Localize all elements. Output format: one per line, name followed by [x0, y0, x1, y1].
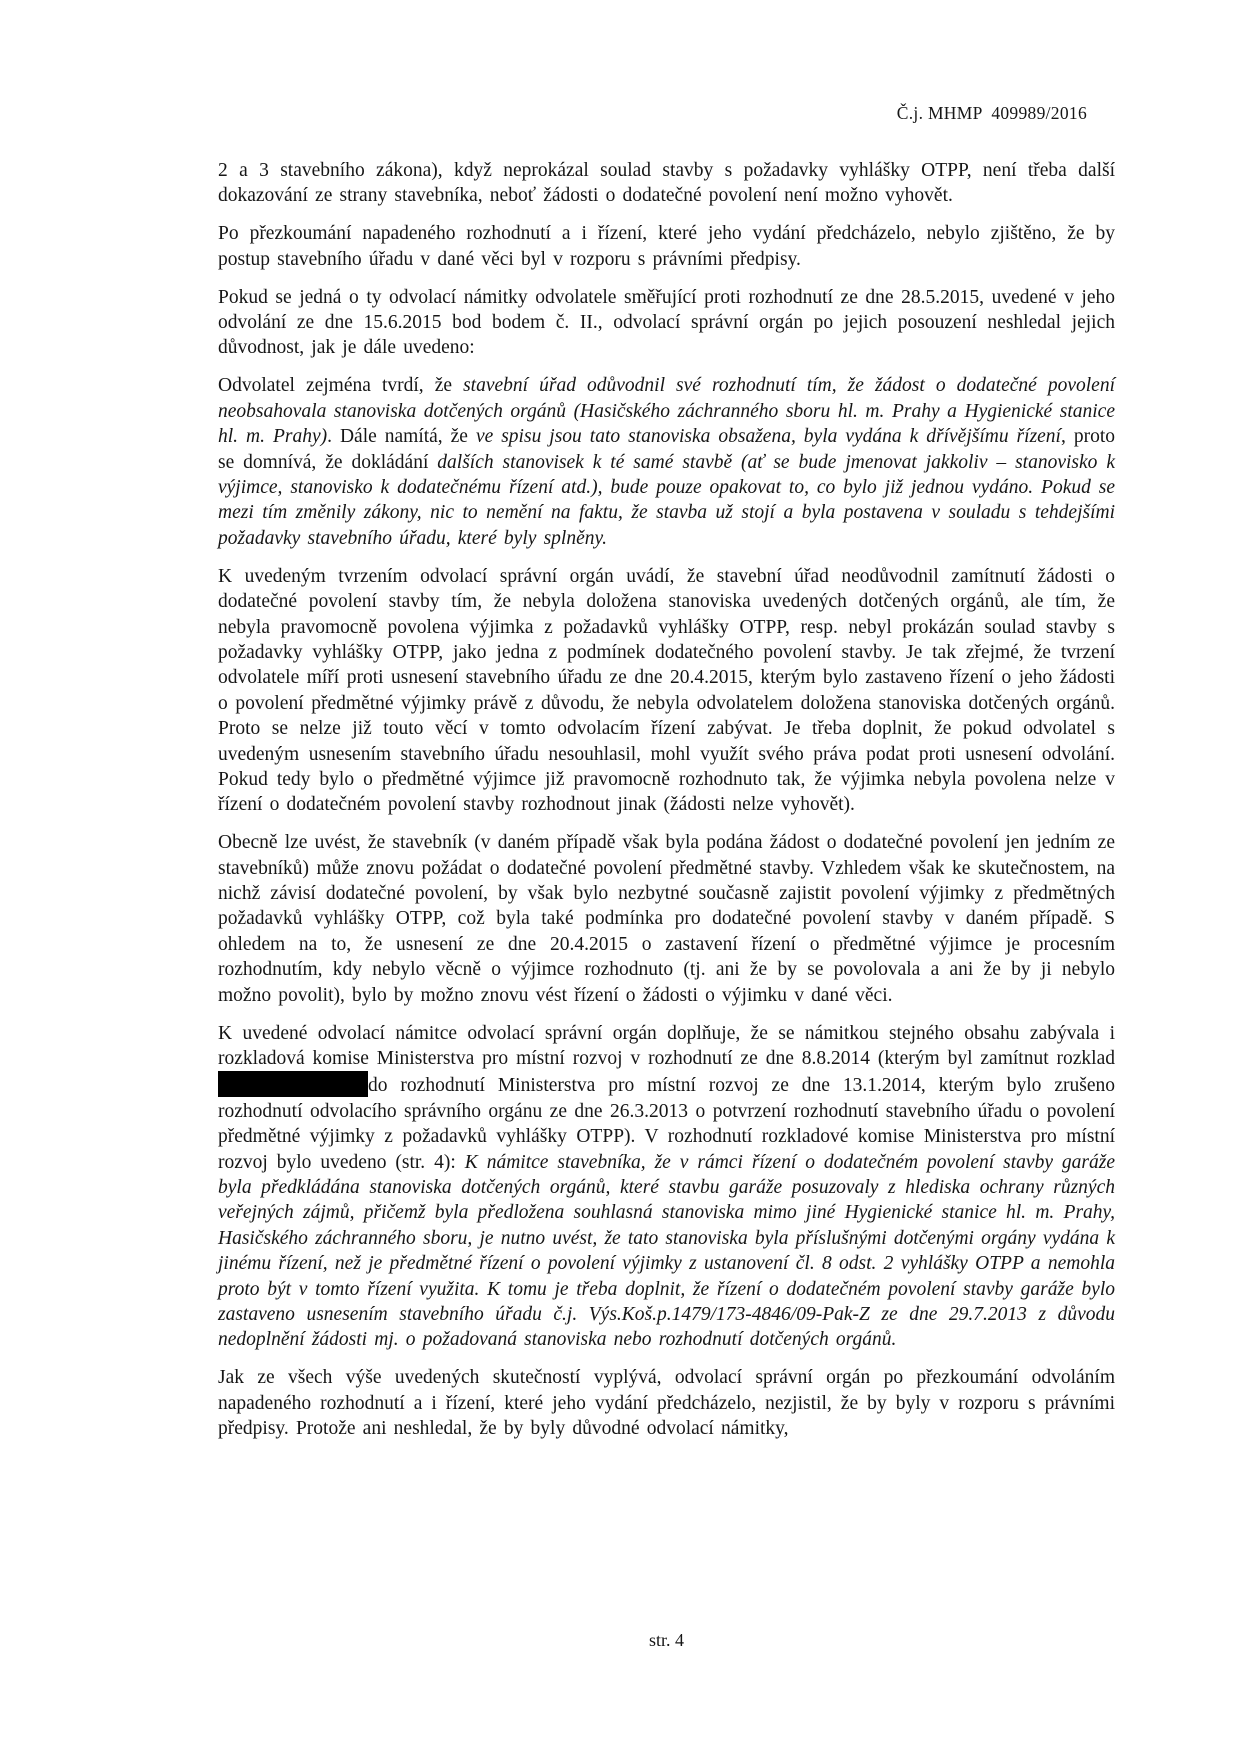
- text-run: K uvedeným tvrzením odvolací správní orgán uvádí, že stavební úřad neodůvodnil zamítnutí žádosti o dodatečné povolení stavby tím, že nebyla doložena stanoviska uvedených dotčených orgánů, ale tím, že nebyla pravomocně povolena výjimka z požadavků vyhlášky OTPP, resp. nebyl prokázán soulad stavby s požadavky vyhlášky OTPP, jako jedna z podmínek dodatečného povolení stavby. Je tak zřejmé, že tvrzení odvolatele míří proti usnesení stavebního úřadu ze dne 20.4.2015, kterým bylo zastaveno řízení o jeho žádosti o povolení předmětné výjimky právě z důvodu, že nebyla odvolatelem doložena stanoviska dotčených orgánů. Proto se nelze již touto věcí v tomto odvolacím řízení zabývat. Je třeba doplnit, že pokud odvolatel s uvedeným usnesením stavebního úřadu nesouhlasil, mohl využít svého práva podat proti usnesení odvolání. Pokud tedy bylo o předmětné výjimce již pravomocně rozhodnuto tak, že výjimka nebyla povolena nelze v řízení o dodatečném povolení stavby rozhodnout jinak (žádosti nelze vyhovět).: [218, 565, 1115, 816]
- text-run: Pokud se jedná o ty odvolací námitky odvolatele směřující proti rozhodnutí ze dne 28.5.2015, uvedené v jeho odvolání ze dne 15.6.2015 bod bodem č. II., odvolací správní orgán po jejich posouzení neshledal jejich důvodnost, jak je dále uvedeno:: [218, 286, 1115, 359]
- text-run: 2 a 3 stavebního zákona), když neprokázal soulad stavby s požadavky vyhlášky OTPP, není třeba další dokazování ze strany stavebníka, neboť žádosti o dodatečné povolení není možno vyhovět.: [218, 160, 1115, 207]
- text-run-italic: K námitce stavebníka, že v rámci řízení o dodatečném povolení stavby garáže byla předkládána stanoviska dotčených orgánů, které stavbu garáže posuzovaly z hlediska ochrany různých veřejných zájmů, přičemž byla předložena souhlasná stanoviska mimo jiné Hygienické stanice hl. m. Prahy, Hasičského záchranného sboru, je nutno uvést, že tato stanoviska byla příslušnými dotčenými orgány vydána k jinému řízení, než je předmětné řízení o povolení výjimky z ustanovení čl. 8 odst. 2 vyhlášky OTPP a nemohla proto být v tomto řízení využita. K tomu je třeba doplnit, že řízení o dodatečném povolení stavby garáže bylo zastaveno usnesením stavebního úřadu č.j. Výs.Koš.p.1479/173-4846/09-Pak-Z ze dne 29.7.2013 z důvodu nedoplnění žádosti mj. o požadovaná stanoviska nebo rozhodnutí dotčených orgánů.: [218, 1151, 1116, 1351]
- text-run: K uvedené odvolací námitce odvolací správní orgán doplňuje, že se námitkou stejného obsahu zabývala i rozkladová komise Ministerstva pro místní rozvoj v rozhodnutí ze dne 8.8.2014 (kterým byl zamítnut rozklad: [218, 1022, 1115, 1069]
- document-reference-number: Č.j. MHMP 409989/2016: [896, 103, 1087, 123]
- redaction-box: [218, 1071, 368, 1097]
- text-run: , proto se domnívá, že dokládání: [218, 426, 1115, 473]
- text-run: Obecně lze uvést, že stavebník (v daném případě však byla podána žádost o dodatečné povolení jen jedním ze stavebníků) může znovu požádat o dodatečné povolení předmětné stavby. Vzhledem však ke skutečnostem, na nichž závisí dodatečné povolení, by však bylo nezbytné současně zajistit povolení výjimky z předmětných požadavků vyhlášky OTPP, což byla také podmínka pro dodatečné povolení stavby v daném případě. S ohledem na to, že usnesení ze dne 20.4.2015 o zastavení řízení o předmětné výjimce je procesním rozhodnutím, kdy nebylo věcně o výjimce rozhodnuto (tj. ani že by se povolovala a ani že by ji nebylo možno povolit), bylo by možno znovu vést řízení o žádosti o výjimku v dané věci.: [218, 832, 1115, 1006]
- text-run: Jak ze všech výše uvedených skutečností vyplývá, odvolací správní orgán po přezkoumání odvoláním napadeného rozhodnutí a i řízení, které jeho vydání předcházelo, nezjistil, že by byly v rozporu s právními předpisy. Protože ani neshledal, že by byly důvodné odvolací námitky,: [218, 1367, 1115, 1440]
- paragraph-7: [218, 1021, 1115, 1353]
- paragraph-2: [218, 221, 1115, 272]
- page-number: str. 4: [648, 1630, 684, 1650]
- paragraph-8: [218, 1365, 1115, 1441]
- paragraph-6: [218, 830, 1115, 1008]
- text-run: Odvolatel zejména tvrdí, že: [218, 375, 464, 397]
- paragraph-5: [218, 564, 1115, 818]
- paragraph-3: [218, 285, 1115, 361]
- paragraph-1: [218, 158, 1115, 209]
- text-run-italic: dalších stanovisek k té samé stavbě (ať se bude jmenovat jakkoliv – stanovisko k výjimce, stanovisko k dodatečnému řízení atd.), bude pouze opakovat to, co bylo již jednou vydáno. Pokud se mezi tím změnily zákony, nic to nemění na faktu, že stavba už stojí a byla postavena v souladu s tehdejšími požadavky stavebního úřadu, které byly splněny.: [218, 451, 1115, 549]
- text-run-italic: ve spisu jsou tato stanoviska obsažena, byla vydána k dřívějšímu řízení: [475, 426, 1061, 448]
- text-run: Po přezkoumání napadeného rozhodnutí a i řízení, které jeho vydání předcházelo, nebylo zjištěno, že by postup stavebního úřadu v dané věci byl v rozporu s právními předpisy.: [218, 223, 1115, 270]
- text-run: . Dále namítá, že: [327, 426, 476, 448]
- text-run-italic: stavební úřad odůvodnil své rozhodnutí tím, že žádost o dodatečné povolení neobsahovala stanoviska dotčených orgánů (Hasičského záchranného sboru hl. m. Prahy a Hygienické stanice hl. m. Prahy): [218, 375, 1115, 448]
- document-body: [218, 158, 1115, 1454]
- paragraph-4: [218, 373, 1115, 551]
- text-run: do rozhodnutí Ministerstva pro místní rozvoj ze dne 13.1.2014, kterým bylo zrušeno rozhodnutí odvolacího správního orgánu ze dne 26.3.2013 o potvrzení rozhodnutí stavebního úřadu o povolení předmětné výjimky z požadavků vyhlášky OTPP). V rozhodnutí rozkladové komise Ministerstva pro místní rozvoj bylo uvedeno (str. 4):: [218, 1075, 1115, 1173]
